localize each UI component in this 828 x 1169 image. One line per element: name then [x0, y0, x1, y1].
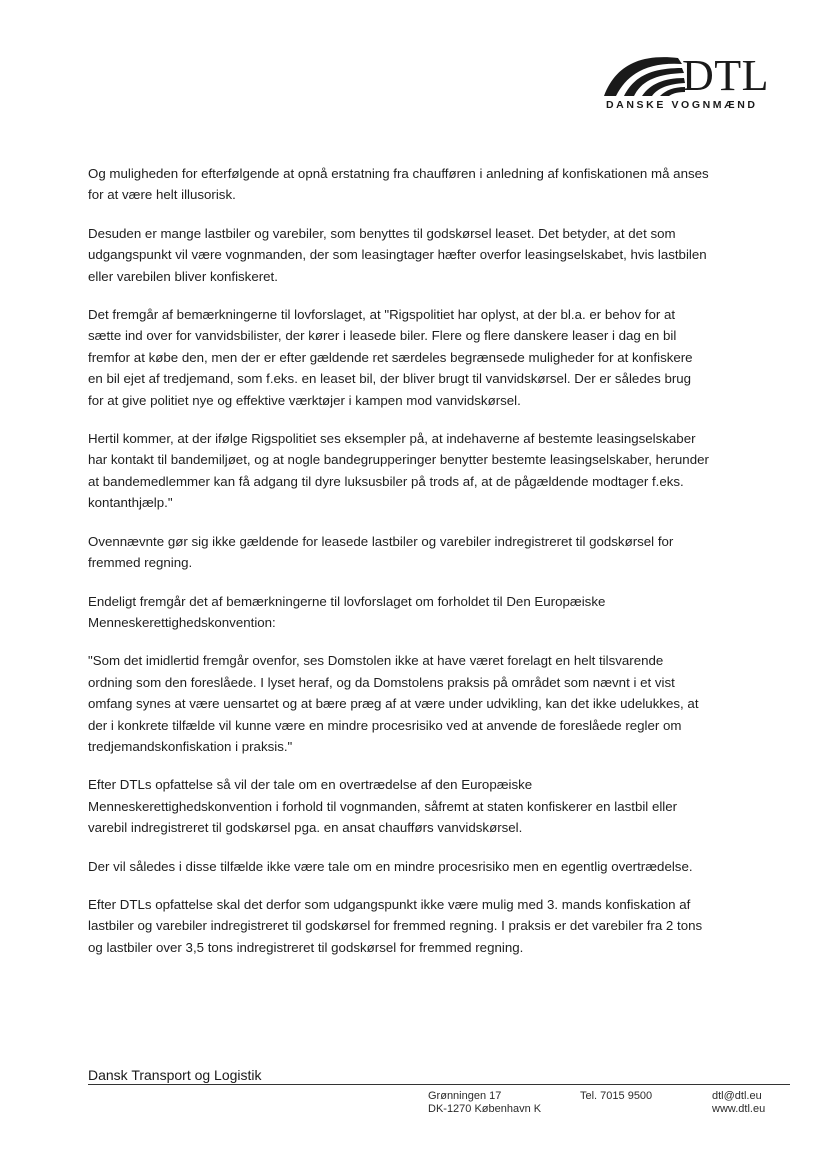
address-street: Grønningen 17 — [428, 1090, 502, 1102]
footer-phone — [580, 1090, 652, 1103]
paragraph: Der vil således i disse tilfælde ikke være tale om en mindre procesrisiko men en egentlig overtrædelse. — [88, 858, 693, 874]
logo-wordmark: DTL — [682, 51, 770, 100]
paragraph: Efter DTLs opfattelse skal det derfor som udgangspunkt ikke være mulig med 3. mands konfiskation af lastbiler og varebiler indregistreret til godskørsel for fremmed regning. I praksis er det varebiler fra 2 tons og lastbiler over 3,5 tons indregistreret til godskørsel for fremmed regning. — [88, 896, 703, 955]
email-link[interactable]: dtl@dtl.eu — [712, 1090, 762, 1102]
paragraph: Efter DTLs opfattelse så vil der tale om en overtrædelse af den Europæiske Menneskerettighedskonvention i forhold til vognmanden, såfremt at staten konfiskerer en lastbil eller varebil indregistreret til godskørsel pga. en ansat chaufførs vanvidskørsel. — [88, 777, 678, 836]
footer-contact — [712, 1090, 765, 1116]
footer-address — [428, 1090, 541, 1116]
paragraph: Endeligt fremgår det af bemærkningerne til lovforslaget om forholdet til Den Europæiske Menneskerettighedskonvention: — [88, 593, 606, 630]
footer-divider — [88, 1084, 790, 1085]
phone-number: Tel. 7015 9500 — [580, 1090, 653, 1102]
road-swoosh-icon — [602, 50, 688, 100]
paragraph: Desuden er mange lastbiler og varebiler, som benyttes til godskørsel leaset. Det betyder, at det som udgangspunkt vil være vognmanden, der som leasingtager hæfter overfor leasingselskabet, hvis lastbilen eller varebilen bliver konfiskeret. — [88, 225, 707, 284]
footer-organization: Dansk Transport og Logistik — [88, 1067, 262, 1083]
quoted-paragraph: "Som det imidlertid fremgår ovenfor, ses Domstolen ikke at have været forelagt en helt tilsvarende ordning som den foreslåede. I lyset heraf, og da Domstolens praksis på området som nævnt i et vist omfang synes at være uensartet og at bære præg af at være under udvikling, kan det ikke udelukkes, at der i konkrete tilfælde vil kunne være en mindre procesrisiko ved at anvende de foreslåede regler om tredjemandskonfiskation i praksis." — [88, 653, 699, 754]
website-link[interactable]: www.dtl.eu — [712, 1103, 766, 1115]
paragraph: Og muligheden for efterfølgende at opnå erstatning fra chaufføren i anledning af konfiskationen må anses for at være helt illusorisk. — [88, 166, 709, 203]
letter-body — [88, 163, 710, 975]
paragraph: Hertil kommer, at der ifølge Rigspolitiet ses eksempler på, at indehaverne af bestemte leasingselskaber har kontakt til bandemiljøet, og at nogle bandegrupperinger benytter bestemte leasingselskaber, herunder at bandemedlemmer kan få adgang til dyre luksusbiler på trods af, at de pågældende modtager f.eks. kontanthjælp." — [88, 431, 709, 511]
dtl-logo — [602, 50, 772, 116]
paragraph: Det fremgår af bemærkningerne til lovforslaget, at "Rigspolitiet har oplyst, at der bl.a. er behov for at sætte ind over for vanvidsbilister, der kører i leasede biler. Flere og flere danskere leaser i dag en bil fremfor at købe den, men der er efter gældende ret særdeles begrænsede muligheder for at konfiskere en bil ejet af tredjemand, som f.eks. en leaset bil, der bliver brugt til vanvidskørsel. Der er således brug for at give politiet nye og effektive værktøjer i kampen mod vanvidskørsel. — [88, 307, 693, 408]
address-city: DK-1270 København K — [428, 1103, 542, 1115]
paragraph: Ovennævnte gør sig ikke gældende for leasede lastbiler og varebiler indregistreret til godskørsel for fremmed regning. — [88, 533, 674, 571]
logo-subtitle: DANSKE VOGNMÆND — [606, 99, 758, 111]
